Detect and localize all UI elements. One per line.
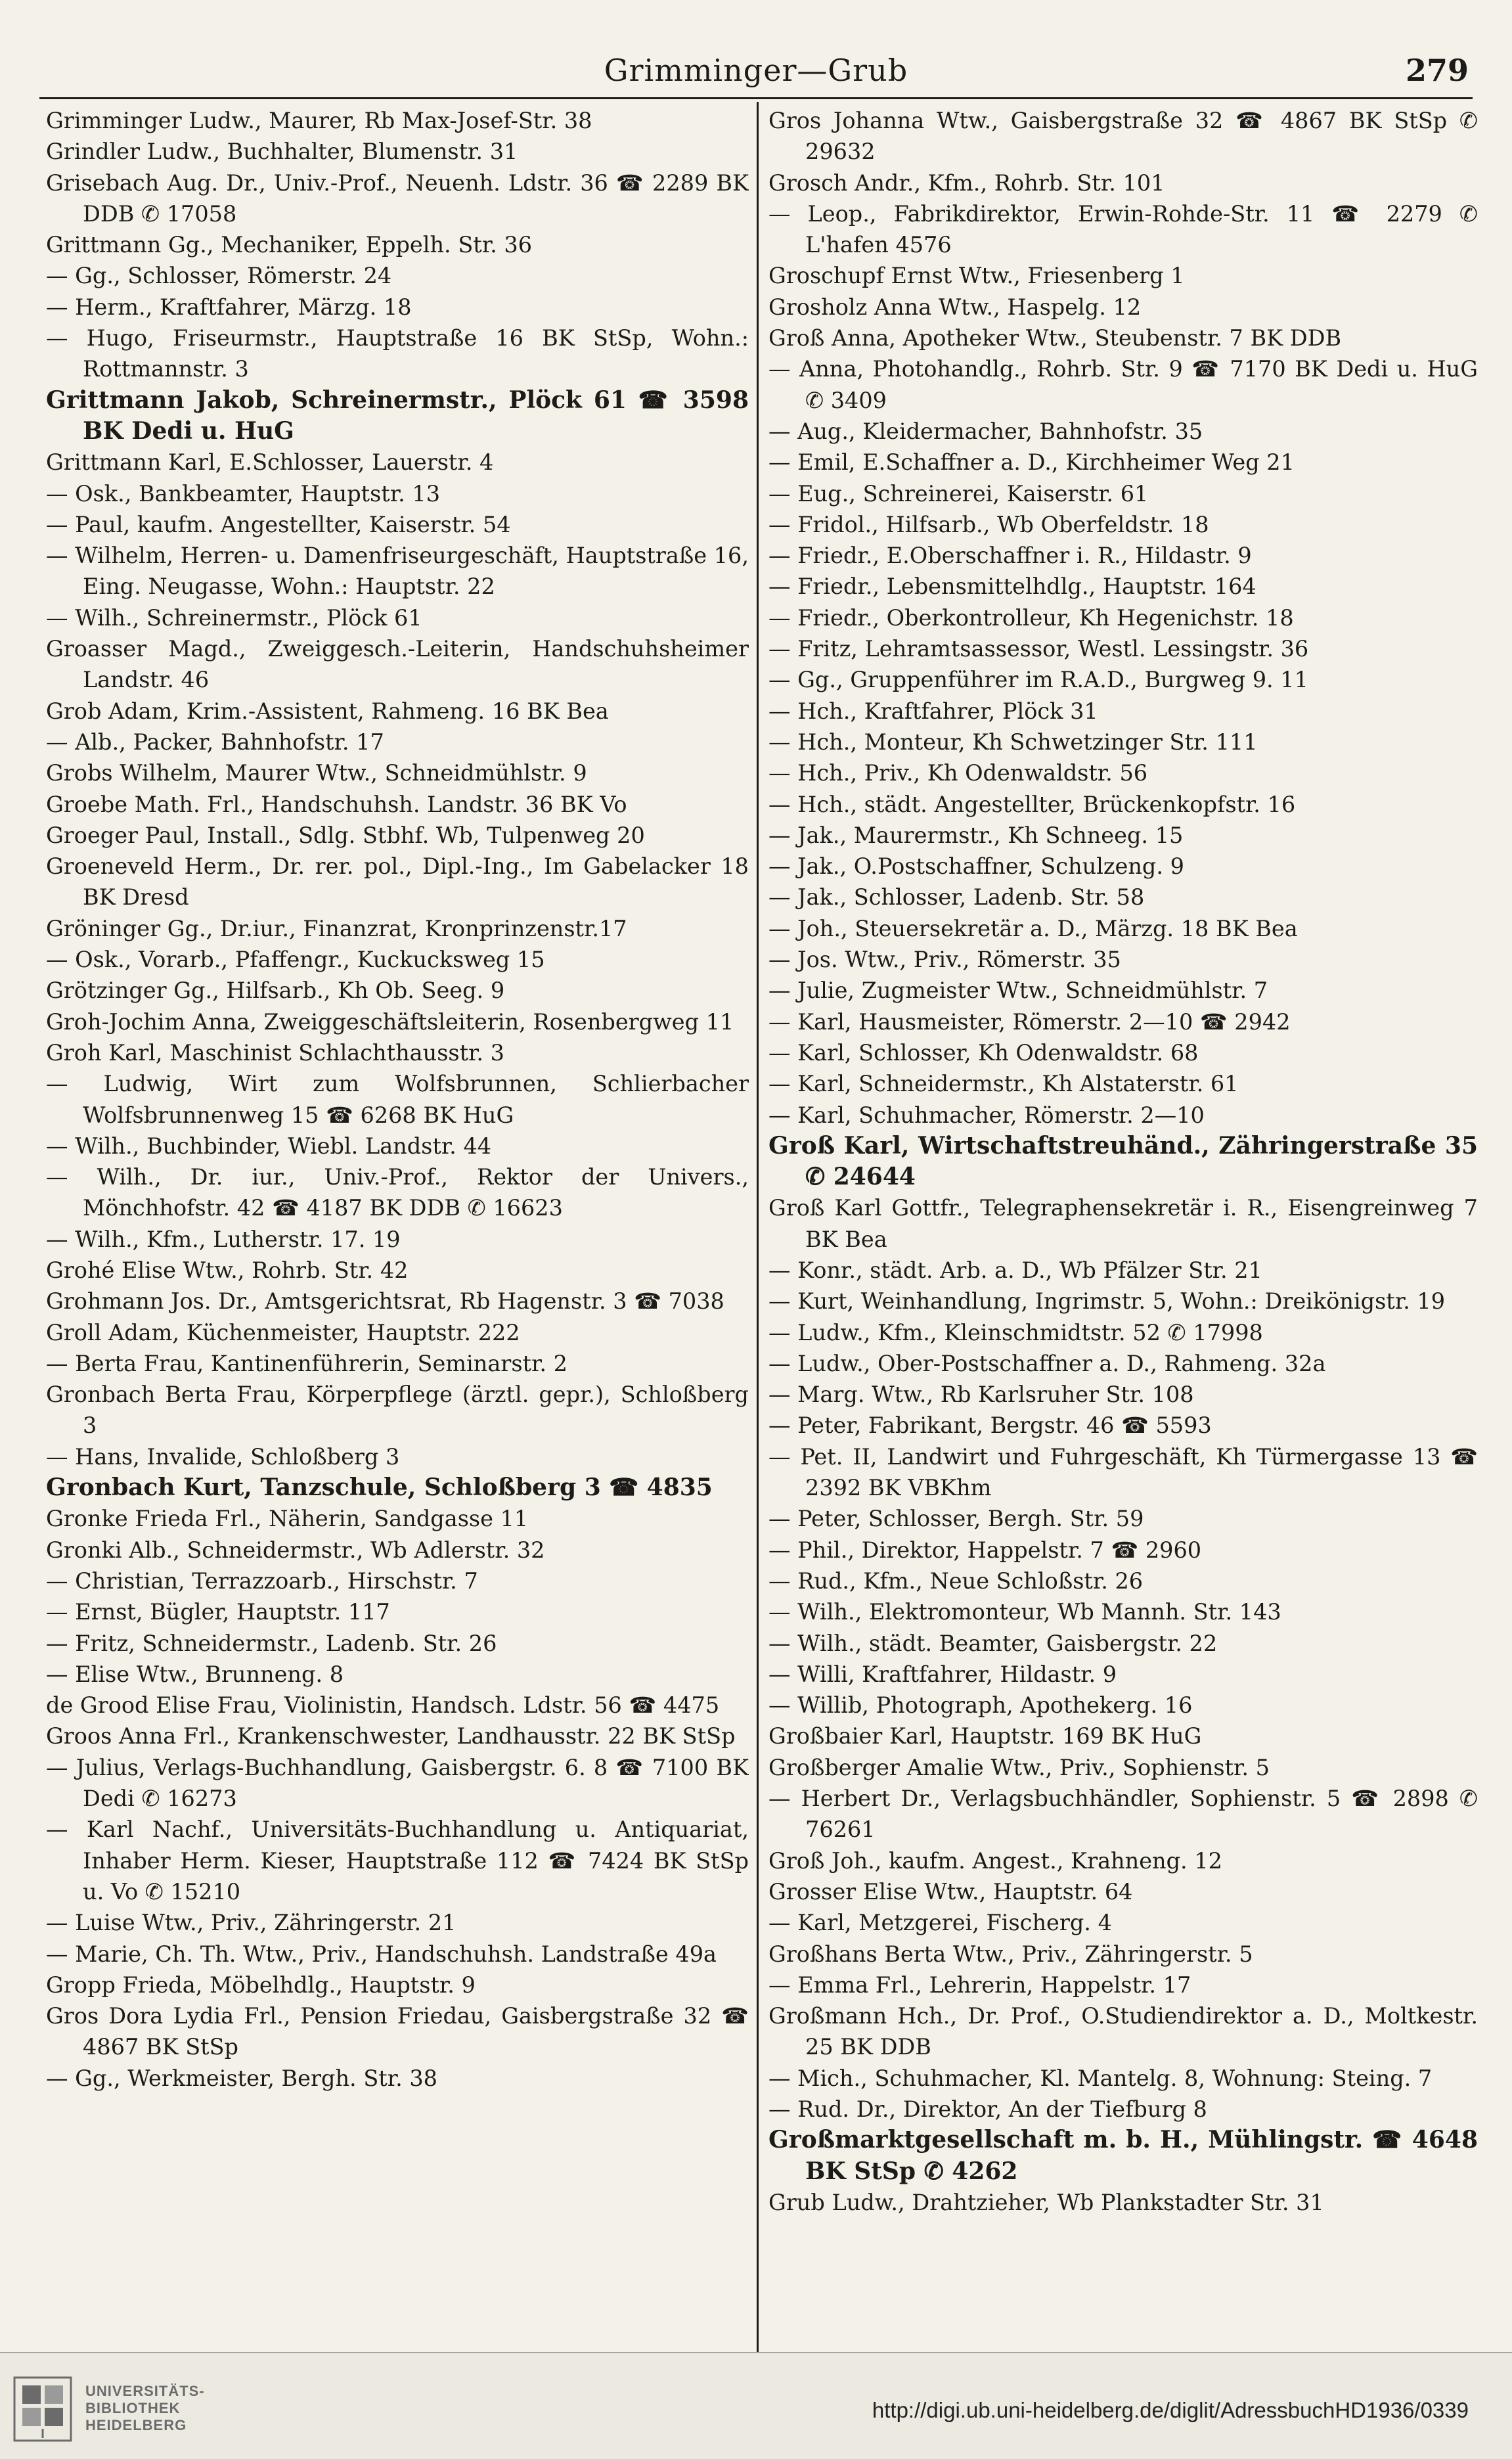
library-emblem-icon bbox=[13, 2376, 72, 2442]
directory-entry: de Grood Elise Frau, Violinistin, Handsch. Ldstr. 56 ☎ 4475 bbox=[46, 1692, 720, 1719]
directory-entry: Grittmann Jakob, Schreinermstr., Plöck 61 ☎ 3598 BK Dedi u. HuG bbox=[46, 386, 749, 445]
directory-entry: — Emma Frl., Lehrerin, Happelstr. 17 bbox=[768, 1972, 1191, 1998]
library-logo-text bbox=[85, 2383, 205, 2434]
directory-entry: — Fritz, Lehramtsassessor, Westl. Lessingstr. 36 bbox=[768, 636, 1309, 662]
directory-entry: Grob Adam, Krim.-Assistent, Rahmeng. 16 BK Bea bbox=[46, 698, 609, 724]
directory-entry: Groll Adam, Küchenmeister, Hauptstr. 222 bbox=[46, 1319, 520, 1345]
directory-entry: — Herbert Dr., Verlagsbuchhändler, Sophienstr. 5 ☎ 2898 ✆ 76261 bbox=[768, 1786, 1478, 1843]
directory-entry: — Hugo, Friseurmstr., Hauptstraße 16 BK StSp, Wohn.: Rottmannstr. 3 bbox=[46, 325, 749, 382]
directory-entry: Gronbach Kurt, Tanzschule, Schloßberg 3 ☎ 4835 bbox=[46, 1474, 713, 1502]
directory-entry: — Ludw., Ober-Postschaffner a. D., Rahmeng. 32a bbox=[768, 1350, 1326, 1376]
directory-entry: Gropp Frieda, Möbelhdlg., Hauptstr. 9 bbox=[46, 1972, 476, 1998]
directory-entry: Groh Karl, Maschinist Schlachthausstr. 3 bbox=[46, 1039, 504, 1066]
directory-entry: — Karl, Schneidermstr., Kh Alstaterstr. 61 bbox=[768, 1071, 1239, 1097]
logo-line: BIBLIOTHEK bbox=[85, 2400, 181, 2416]
directory-entry: Gronke Frieda Frl., Näherin, Sandgasse 11 bbox=[46, 1506, 529, 1532]
directory-entry: — Hch., Priv., Kh Odenwaldstr. 56 bbox=[768, 760, 1148, 786]
directory-entry: Groschupf Ernst Wtw., Friesenberg 1 bbox=[768, 263, 1185, 289]
directory-entry: — Paul, kaufm. Angestellter, Kaiserstr. 54 bbox=[46, 511, 511, 537]
directory-entry: Gröninger Gg., Dr.iur., Finanzrat, Kronprinzenstr.17 bbox=[46, 915, 627, 941]
directory-entry: — Kurt, Weinhandlung, Ingrimstr. 5, Wohn.: Dreikönigstr. 19 bbox=[768, 1288, 1446, 1315]
directory-entry: — Wilh., Dr. iur., Univ.-Prof., Rektor der Univers., Mönchhofstr. 42 ☎ 4187 BK DDB ✆ 16623 bbox=[46, 1164, 749, 1221]
directory-entry: Grub Ludw., Drahtzieher, Wb Plankstadter Str. 31 bbox=[768, 2189, 1324, 2215]
directory-entry: — Osk., Bankbeamter, Hauptstr. 13 bbox=[46, 480, 441, 507]
directory-entry: — Friedr., E.Oberschaffner i. R., Hildastr. 9 bbox=[768, 543, 1252, 569]
directory-entry: — Joh., Steuersekretär a. D., Märzg. 18 BK Bea bbox=[768, 915, 1298, 941]
directory-entry: — Julius, Verlags-Buchhandlung, Gaisbergstr. 6. 8 ☎ 7100 BK Dedi ✆ 16273 bbox=[46, 1754, 749, 1812]
directory-entry: — Karl, Schlosser, Kh Odenwaldstr. 68 bbox=[768, 1039, 1199, 1066]
directory-entry: — Hch., städt. Angestellter, Brückenkopfstr. 16 bbox=[768, 791, 1296, 817]
directory-entry: Grisebach Aug. Dr., Univ.-Prof., Neuenh. Ldstr. 36 ☎ 2289 BK DDB ✆ 17058 bbox=[46, 169, 749, 227]
directory-entry: — Wilh., Elektromonteur, Wb Mannh. Str. 143 bbox=[768, 1599, 1281, 1625]
directory-entry: — Gg., Schlosser, Römerstr. 24 bbox=[46, 263, 392, 289]
directory-entry: — Hch., Kraftfahrer, Plöck 31 bbox=[768, 698, 1098, 724]
logo-line: HEIDELBERG bbox=[85, 2417, 187, 2433]
directory-entry: Grosholz Anna Wtw., Haspelg. 12 bbox=[768, 294, 1142, 320]
directory-entry: — Ludw., Kfm., Kleinschmidtstr. 52 ✆ 17998 bbox=[768, 1319, 1263, 1345]
directory-entry: — Friedr., Lebensmittelhdlg., Hauptstr. 164 bbox=[768, 574, 1256, 600]
directory-entry: — Berta Frau, Kantinenführerin, Seminarstr. 2 bbox=[46, 1350, 567, 1376]
directory-entry: — Wilh., städt. Beamter, Gaisbergstr. 22 bbox=[768, 1630, 1218, 1656]
directory-entry: — Elise Wtw., Brunneng. 8 bbox=[46, 1661, 344, 1687]
header-rule bbox=[39, 97, 1473, 99]
directory-entry: — Peter, Fabrikant, Bergstr. 46 ☎ 5593 bbox=[768, 1412, 1212, 1439]
directory-entry: Gronbach Berta Frau, Körperpflege (ärztl. gepr.), Schloßberg 3 bbox=[46, 1382, 749, 1439]
directory-entry: Gronki Alb., Schneidermstr., Wb Adlerstr. 32 bbox=[46, 1537, 545, 1563]
page-header bbox=[0, 53, 1512, 92]
directory-entry: — Wilh., Schreinermstr., Plöck 61 bbox=[46, 604, 422, 631]
column-divider bbox=[757, 102, 759, 2381]
directory-entry: — Marie, Ch. Th. Wtw., Priv., Handschuhsh. Landstraße 49a bbox=[46, 1941, 717, 1967]
directory-entry: — Wilhelm, Herren- u. Damenfriseurgeschäft, Hauptstraße 16, Eing. Neugasse, Wohn.: Hauptstr. 22 bbox=[46, 543, 749, 600]
directory-entry: — Anna, Photohandlg., Rohrb. Str. 9 ☎ 7170 BK Dedi u. HuG ✆ 3409 bbox=[768, 356, 1478, 413]
directory-entry: Groeger Paul, Install., Sdlg. Stbhf. Wb, Tulpenweg 20 bbox=[46, 822, 645, 848]
directory-entry: Großhans Berta Wtw., Priv., Zähringerstr. 5 bbox=[768, 1941, 1253, 1967]
page-number: 279 bbox=[1405, 53, 1469, 88]
directory-entry: Großmann Hch., Dr. Prof., O.Studiendirektor a. D., Moltkestr. 25 BK DDB bbox=[768, 2003, 1478, 2060]
directory-entry: Grindler Ludw., Buchhalter, Blumenstr. 31 bbox=[46, 139, 518, 165]
directory-entry: — Rud., Kfm., Neue Schloßstr. 26 bbox=[768, 1568, 1144, 1594]
directory-entry: — Aug., Kleidermacher, Bahnhofstr. 35 bbox=[768, 418, 1203, 444]
directory-entry: — Gg., Gruppenführer im R.A.D., Burgweg 9. 11 bbox=[768, 667, 1308, 693]
source-url-link[interactable]: http://digi.ub.uni-heidelberg.de/diglit/AdressbuchHD1936/0339 bbox=[872, 2398, 1469, 2422]
library-logo[interactable] bbox=[13, 2376, 223, 2442]
directory-entry: Groebe Math. Frl., Handschuhsh. Landstr. 36 BK Vo bbox=[46, 791, 627, 817]
directory-entry: — Karl, Hausmeister, Römerstr. 2—10 ☎ 2942 bbox=[768, 1008, 1291, 1035]
directory-entry: Grittmann Gg., Mechaniker, Eppelh. Str. 36 bbox=[46, 232, 533, 258]
directory-entry: Groeneveld Herm., Dr. rer. pol., Dipl.-Ing., Im Gabelacker 18 BK Dresd bbox=[46, 853, 749, 911]
directory-entry: — Pet. II, Landwirt und Fuhrgeschäft, Kh Türmergasse 13 ☎ 2392 BK VBKhm bbox=[768, 1443, 1478, 1501]
directory-entry: — Fritz, Schneidermstr., Ladenb. Str. 26 bbox=[46, 1630, 497, 1656]
directory-entry: Großberger Amalie Wtw., Priv., Sophienstr. 5 bbox=[768, 1754, 1270, 1780]
left-column bbox=[46, 105, 749, 2094]
directory-entry: Grosch Andr., Kfm., Rohrb. Str. 101 bbox=[768, 169, 1165, 196]
directory-entry: Groos Anna Frl., Krankenschwester, Landhausstr. 22 BK StSp bbox=[46, 1723, 736, 1749]
directory-entry: Grötzinger Gg., Hilfsarb., Kh Ob. Seeg. 9 bbox=[46, 978, 505, 1004]
directory-entry: — Fridol., Hilfsarb., Wb Oberfeldstr. 18 bbox=[768, 511, 1209, 537]
directory-entry: — Christian, Terrazzoarb., Hirschstr. 7 bbox=[46, 1568, 478, 1594]
directory-entry: — Mich., Schuhmacher, Kl. Mantelg. 8, Wohnung: Steing. 7 bbox=[768, 2065, 1433, 2091]
directory-entry: Groh-Jochim Anna, Zweiggeschäftsleiterin, Rosenbergweg 11 bbox=[46, 1008, 734, 1035]
directory-entry: Groasser Magd., Zweiggesch.-Leiterin, Handschuhsheimer Landstr. 46 bbox=[46, 636, 749, 693]
directory-entry: Grohmann Jos. Dr., Amtsgerichtsrat, Rb Hagenstr. 3 ☎ 7038 bbox=[46, 1288, 724, 1315]
directory-entry: — Julie, Zugmeister Wtw., Schneidmühlstr. 7 bbox=[768, 978, 1268, 1004]
directory-entry: Groß Anna, Apotheker Wtw., Steubenstr. 7 BK DDB bbox=[768, 325, 1342, 351]
directory-entry: — Jak., O.Postschaffner, Schulzeng. 9 bbox=[768, 853, 1184, 880]
logo-line: UNIVERSITÄTS- bbox=[85, 2383, 205, 2399]
directory-entry: — Luise Wtw., Priv., Zähringerstr. 21 bbox=[46, 1910, 456, 1936]
right-column bbox=[768, 105, 1478, 2218]
directory-entry: — Ernst, Bügler, Hauptstr. 117 bbox=[46, 1599, 390, 1625]
directory-entry: — Jak., Schlosser, Ladenb. Str. 58 bbox=[768, 884, 1145, 911]
directory-entry: Grohé Elise Wtw., Rohrb. Str. 42 bbox=[46, 1257, 409, 1283]
directory-entry: — Phil., Direktor, Happelstr. 7 ☎ 2960 bbox=[768, 1537, 1202, 1563]
directory-entry: — Karl, Schuhmacher, Römerstr. 2—10 bbox=[768, 1102, 1205, 1128]
directory-entry: — Peter, Schlosser, Bergh. Str. 59 bbox=[768, 1506, 1144, 1532]
directory-entry: Groß Karl Gottfr., Telegraphensekretär i. R., Eisengreinweg 7 BK Bea bbox=[768, 1195, 1478, 1252]
directory-entry: — Friedr., Oberkontrolleur, Kh Hegenichstr. 18 bbox=[768, 604, 1294, 631]
directory-entry: — Karl Nachf., Universitäts-Buchhandlung u. Antiquariat, Inhaber Herm. Kieser, Hauptstraße 112 ☎ 7424 BK StSp u. Vo ✆ 15210 bbox=[46, 1816, 749, 1905]
directory-entry: — Willi, Kraftfahrer, Hildastr. 9 bbox=[768, 1661, 1117, 1687]
directory-entry: — Konr., städt. Arb. a. D., Wb Pfälzer Str. 21 bbox=[768, 1257, 1262, 1283]
directory-entry: Grittmann Karl, E.Schlosser, Lauerstr. 4 bbox=[46, 449, 494, 476]
directory-entry: — Osk., Vorarb., Pfaffengr., Kuckucksweg 15 bbox=[46, 947, 545, 973]
directory-entry: — Rud. Dr., Direktor, An der Tiefburg 8 bbox=[768, 2096, 1207, 2122]
directory-entry: — Eug., Schreinerei, Kaiserstr. 61 bbox=[768, 480, 1149, 507]
directory-entry: — Hch., Monteur, Kh Schwetzinger Str. 111 bbox=[768, 729, 1258, 755]
directory-entry: — Willib, Photograph, Apothekerg. 16 bbox=[768, 1692, 1193, 1719]
directory-entry: Groß Karl, Wirtschaftstreuhänd., Zähringerstraße 35 ✆ 24644 bbox=[768, 1131, 1478, 1191]
directory-entry: — Wilh., Buchbinder, Wiebl. Landstr. 44 bbox=[46, 1133, 492, 1159]
directory-entry: Gros Johanna Wtw., Gaisbergstraße 32 ☎ 4867 BK StSp ✆ 29632 bbox=[768, 108, 1478, 165]
directory-entry: — Hans, Invalide, Schloßberg 3 bbox=[46, 1443, 400, 1470]
directory-entry: Grimminger Ludw., Maurer, Rb Max-Josef-Str. 38 bbox=[46, 108, 592, 133]
directory-entry: — Alb., Packer, Bahnhofstr. 17 bbox=[46, 729, 384, 755]
running-title: Grimminger—Grub bbox=[604, 53, 908, 88]
directory-entry: Großbaier Karl, Hauptstr. 169 BK HuG bbox=[768, 1723, 1202, 1749]
directory-entry: Gros Dora Lydia Frl., Pension Friedau, Gaisbergstraße 32 ☎ 4867 BK StSp bbox=[46, 2003, 749, 2060]
directory-entry: Grosser Elise Wtw., Hauptstr. 64 bbox=[768, 1878, 1133, 1905]
directory-entry: — Wilh., Kfm., Lutherstr. 17. 19 bbox=[46, 1226, 401, 1252]
directory-entry: — Emil, E.Schaffner a. D., Kirchheimer Weg 21 bbox=[768, 449, 1295, 476]
directory-entry: — Leop., Fabrikdirektor, Erwin-Rohde-Str. 11 ☎ 2279 ✆ L'hafen 4576 bbox=[768, 200, 1478, 258]
directory-entry: Großmarktgesellschaft m. b. H., Mühlingstr. ☎ 4648 BK StSp ✆ 4262 bbox=[768, 2126, 1478, 2185]
directory-entry: — Ludwig, Wirt zum Wolfsbrunnen, Schlierbacher Wolfsbrunnenweg 15 ☎ 6268 BK HuG bbox=[46, 1071, 749, 1128]
directory-entry: — Karl, Metzgerei, Fischerg. 4 bbox=[768, 1910, 1112, 1936]
directory-entry: — Gg., Werkmeister, Bergh. Str. 38 bbox=[46, 2065, 437, 2091]
directory-entry: — Jak., Maurermstr., Kh Schneeg. 15 bbox=[768, 822, 1184, 848]
directory-entry: Grobs Wilhelm, Maurer Wtw., Schneidmühlstr. 9 bbox=[46, 760, 587, 786]
directory-entry: — Herm., Kraftfahrer, Märzg. 18 bbox=[46, 294, 412, 320]
directory-entry: — Marg. Wtw., Rb Karlsruher Str. 108 bbox=[768, 1382, 1194, 1408]
directory-entry: — Jos. Wtw., Priv., Römerstr. 35 bbox=[768, 947, 1121, 973]
directory-entry: Groß Joh., kaufm. Angest., Krahneng. 12 bbox=[768, 1847, 1222, 1874]
footer bbox=[0, 2352, 1512, 2459]
